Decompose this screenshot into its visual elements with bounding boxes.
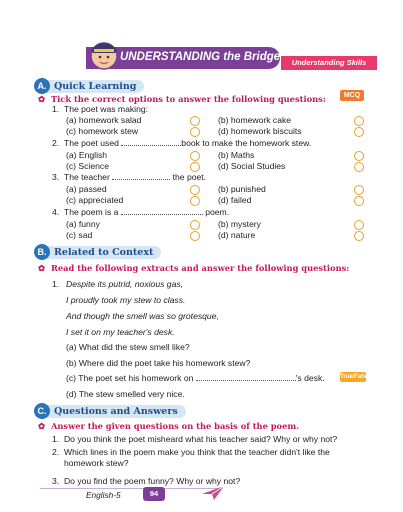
option: (a) passed (66, 184, 107, 194)
answer-circle[interactable] (354, 220, 364, 230)
option: (b) punished (218, 184, 266, 194)
answer-circle[interactable] (354, 162, 364, 172)
answer-circle[interactable] (354, 196, 364, 206)
footer-rule (40, 488, 220, 489)
section-c-title: Questions and Answers (54, 406, 178, 417)
question-2: 2. The poet used book to make the homework stew. (52, 138, 312, 148)
extract-question: (d) The stew smelled very nice. (66, 389, 185, 399)
section-c-badge: C. (34, 403, 50, 419)
blank[interactable] (121, 140, 181, 146)
answer-circle[interactable] (354, 116, 364, 126)
question-3: 3. The teacher the poet. (52, 172, 207, 182)
extract-line: I set it on my teacher's desk. (66, 327, 175, 337)
option: (d) nature (218, 230, 256, 240)
extract-line: And though the smell was so grotesque, (66, 311, 219, 321)
extract-number: 1. (52, 279, 60, 289)
page-number: 94 (143, 487, 165, 501)
question-continuation: homework stew? (64, 458, 129, 468)
blank[interactable] (121, 209, 203, 215)
section-b-heading (34, 244, 234, 260)
option: (c) homework stew (66, 126, 139, 136)
pilot-avatar-icon (88, 36, 120, 72)
star-icon: ✿ (38, 421, 45, 431)
blank[interactable] (112, 174, 170, 180)
answer-circle[interactable] (190, 185, 200, 195)
answer-circle[interactable] (354, 231, 364, 241)
banner-title: UNDERSTANDING the Bridge (120, 51, 281, 63)
answer-circle[interactable] (354, 185, 364, 195)
section-a-title: Quick Learning (54, 81, 137, 92)
option: (a) homework salad (66, 115, 142, 125)
skill-tag: Understanding Skills (281, 56, 377, 70)
question: 1. Do you think the poet misheard what his teacher said? Why or why not? (52, 434, 338, 444)
section-a-instruction: ✿ Tick the correct options to answer the following questions: (38, 94, 326, 104)
footer-book: English-5 (86, 490, 121, 500)
section-a-badge: A. (34, 78, 50, 94)
answer-circle[interactable] (190, 151, 200, 161)
answer-circle[interactable] (354, 127, 364, 137)
option: (a) English (66, 150, 108, 160)
extract-line: I proudly took my stew to class. (66, 295, 186, 305)
answer-circle[interactable] (354, 151, 364, 161)
section-b-title: Related to Context (54, 247, 154, 258)
option: (c) sad (66, 230, 93, 240)
option: (c) appreciated (66, 195, 124, 205)
extract-question: (b) Where did the poet take his homework stew? (66, 358, 251, 368)
option: (b) mystery (218, 219, 261, 229)
mcq-badge: MCQ (340, 90, 364, 101)
answer-circle[interactable] (190, 127, 200, 137)
extract-line: Despite its putrid, noxious gas, (66, 279, 184, 289)
option: (c) Science (66, 161, 109, 171)
star-icon: ✿ (38, 263, 45, 273)
question: 3. Do you find the poem funny? Why or why not? (52, 476, 241, 486)
option: (a) funny (66, 219, 100, 229)
question-4: 4. The poem is a poem. (52, 207, 230, 217)
answer-circle[interactable] (190, 116, 200, 126)
true-false-badge: True/False (340, 374, 370, 380)
answer-circle[interactable] (190, 162, 200, 172)
answer-circle[interactable] (190, 220, 200, 230)
star-icon: ✿ (38, 94, 45, 104)
option: (d) Social Studies (218, 161, 286, 171)
section-c-instruction: ✿ Answer the given questions on the basis of the poem. (38, 421, 300, 431)
option: (b) homework cake (218, 115, 292, 125)
section-b-badge: B. (34, 244, 50, 260)
answer-circle[interactable] (190, 231, 200, 241)
option: (d) failed (218, 195, 252, 205)
answer-circle[interactable] (190, 196, 200, 206)
section-c-heading (34, 403, 234, 419)
question-1: 1. The poet was making: (52, 104, 149, 114)
paper-plane-icon (200, 482, 226, 502)
section-b-instruction: ✿ Read the following extracts and answer the following questions: (38, 263, 350, 273)
blank[interactable] (196, 375, 296, 381)
option: (d) homework biscuits (218, 126, 302, 136)
extract-question: (c) The poet set his homework on 's desk. (66, 373, 325, 383)
section-a-heading (34, 78, 234, 94)
extract-question: (a) What did the stew smell like? (66, 342, 190, 352)
option: (b) Maths (218, 150, 255, 160)
question: 2. Which lines in the poem make you think that the teacher didn't like the (52, 447, 330, 457)
